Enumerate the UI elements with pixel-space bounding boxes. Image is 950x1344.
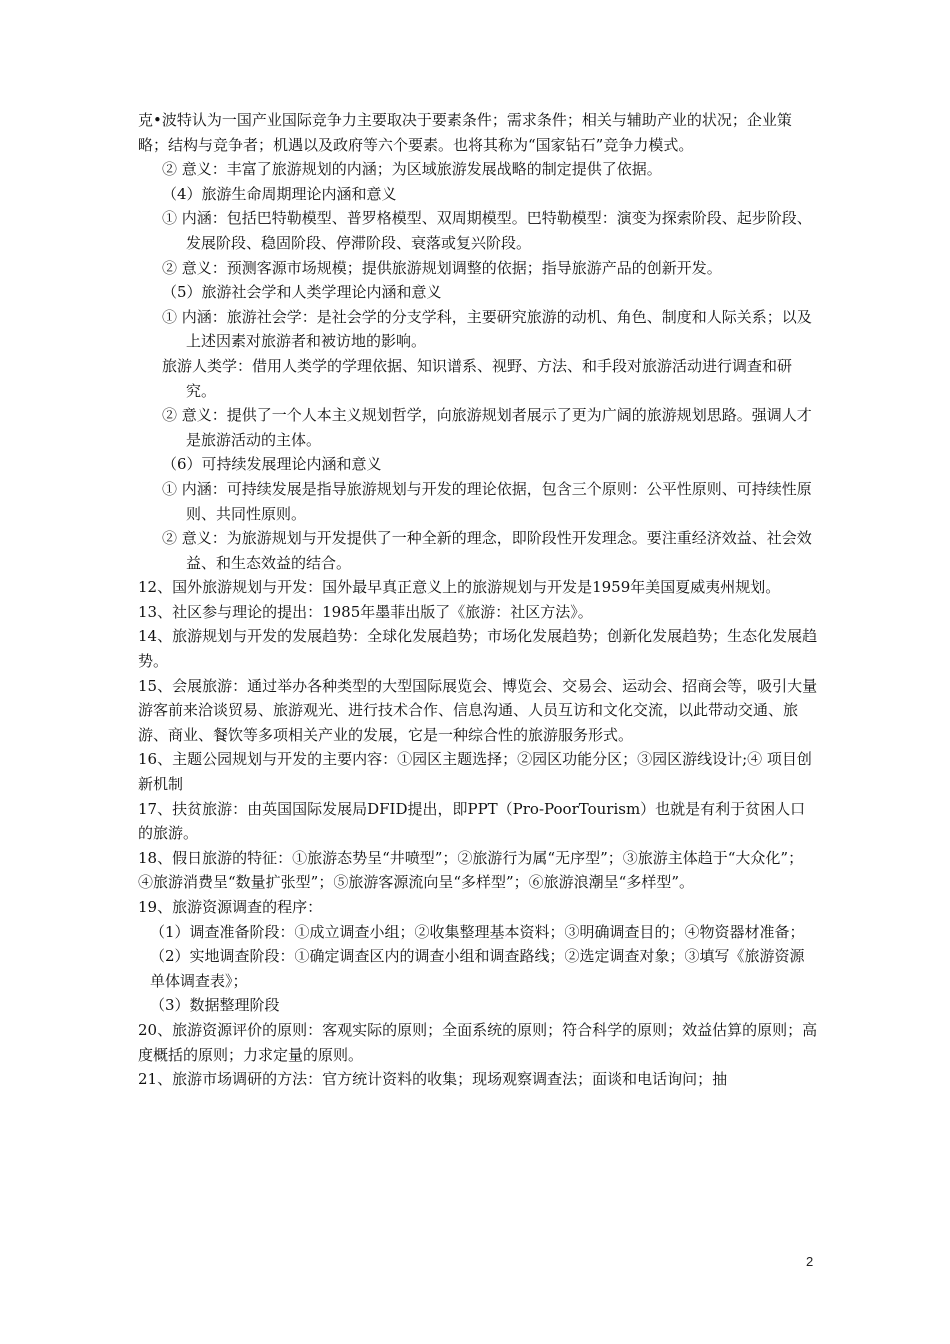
paragraph: ② 意义：丰富了旅游规划的内涵；为区域旅游发展战略的制定提供了依据。 bbox=[162, 160, 662, 179]
paragraph: 18、假日旅游的特征：①旅游态势呈“井喷型”；②旅游行为属“无序型”；③旅游主体趋于“大众化”；④旅游消费呈“数量扩张型”；⑤旅游客源流向呈“多样型”；⑥旅游浪潮呈“多样型”。 bbox=[138, 848, 804, 892]
paragraph: 12、国外旅游规划与开发：国外最早真正意义上的旅游规划与开发是1959年美国夏威夷州规划。 bbox=[138, 578, 781, 597]
document-body bbox=[138, 108, 818, 1092]
paragraph: ① 内涵：旅游社会学：是社会学的分支学科，主要研究旅游的动机、角色、制度和人际关系；以及上述因素对旅游者和被访地的影响。 bbox=[162, 307, 812, 351]
paragraph: （4）旅游生命周期理论内涵和意义 bbox=[162, 184, 397, 203]
paragraph: 15、会展旅游：通过举办各种类型的大型国际展览会、博览会、交易会、运动会、招商会等，吸引大量游客前来洽谈贸易、旅游观光、进行技术合作、信息沟通、人员互访和文化交流，以此带动交通、旅游、商业、餐饮等多项相关产业的发展，它是一种综合性的旅游服务形式。 bbox=[138, 676, 818, 744]
paragraph: （6）可持续发展理论内涵和意义 bbox=[162, 455, 382, 474]
paragraph: 19、旅游资源调查的程序： bbox=[138, 898, 323, 916]
paragraph: 14、旅游规划与开发的发展趋势：全球化发展趋势；市场化发展趋势；创新化发展趋势；生态化发展趋势。 bbox=[138, 627, 818, 671]
paragraph: 21、旅游市场调研的方法：官方统计资料的收集；现场观察调查法；面谈和电话询问；抽 bbox=[138, 1070, 728, 1089]
paragraph: （2）实地调查阶段：①确定调查区内的调查小组和调查路线；②选定调查对象；③填写《旅游资源单体调查表》； bbox=[150, 947, 805, 990]
paragraph: 克•波特认为一国产业国际竞争力主要取决于要素条件；需求条件；相关与辅助产业的状况；企业策略；结构与竞争者；机遇以及政府等六个要素。也将其称为“国家钻石”竞争力模式。 bbox=[138, 111, 792, 154]
paragraph: 20、旅游资源评价的原则：客观实际的原则；全面系统的原则；符合科学的原则；效益估算的原则；高度概括的原则；力求定量的原则。 bbox=[138, 1020, 818, 1064]
paragraph: ① 内涵：包括巴特勒模型、普罗格模型、双周期模型。巴特勒模型：演变为探索阶段、起步阶段、发展阶段、稳固阶段、停滞阶段、衰落或复兴阶段。 bbox=[162, 209, 812, 252]
paragraph: 13、社区参与理论的提出：1985年墨菲出版了《旅游：社区方法》。 bbox=[138, 602, 593, 621]
paragraph: ② 意义：为旅游规划与开发提供了一种全新的理念，即阶段性开发理念。要注重经济效益、社会效益、和生态效益的结合。 bbox=[162, 529, 812, 572]
paragraph: （3）数据整理阶段 bbox=[150, 996, 280, 1015]
paragraph: （5）旅游社会学和人类学理论内涵和意义 bbox=[162, 283, 442, 302]
paragraph: （1）调查准备阶段：①成立调查小组；②收集整理基本资料；③明确调查目的；④物资器材准备； bbox=[150, 922, 805, 941]
page-number: 2 bbox=[806, 1254, 814, 1269]
paragraph: ② 意义：提供了一个人本主义规划哲学，向旅游规划者展示了更为广阔的旅游规划思路。强调人才是旅游活动的主体。 bbox=[162, 406, 812, 449]
paragraph: 17、扶贫旅游：由英国国际发展局DFID提出，即PPT（Pro-PoorTourism）也就是有利于贫困人口的旅游。 bbox=[138, 799, 806, 843]
paragraph: ① 内涵：可持续发展是指导旅游规划与开发的理论依据，包含三个原则：公平性原则、可持续性原则、共同性原则。 bbox=[162, 479, 812, 523]
paragraph: ② 意义：预测客源市场规模；提供旅游规划调整的依据；指导旅游产品的创新开发。 bbox=[162, 258, 722, 277]
paragraph: 旅游人类学：借用人类学的学理依据、知识谱系、视野、方法、和手段对旅游活动进行调查和研究。 bbox=[162, 356, 793, 400]
paragraph: 16、主题公园规划与开发的主要内容：①园区主题选择；②园区功能分区；③园区游线设计;④ 项目创新机制 bbox=[138, 750, 812, 794]
